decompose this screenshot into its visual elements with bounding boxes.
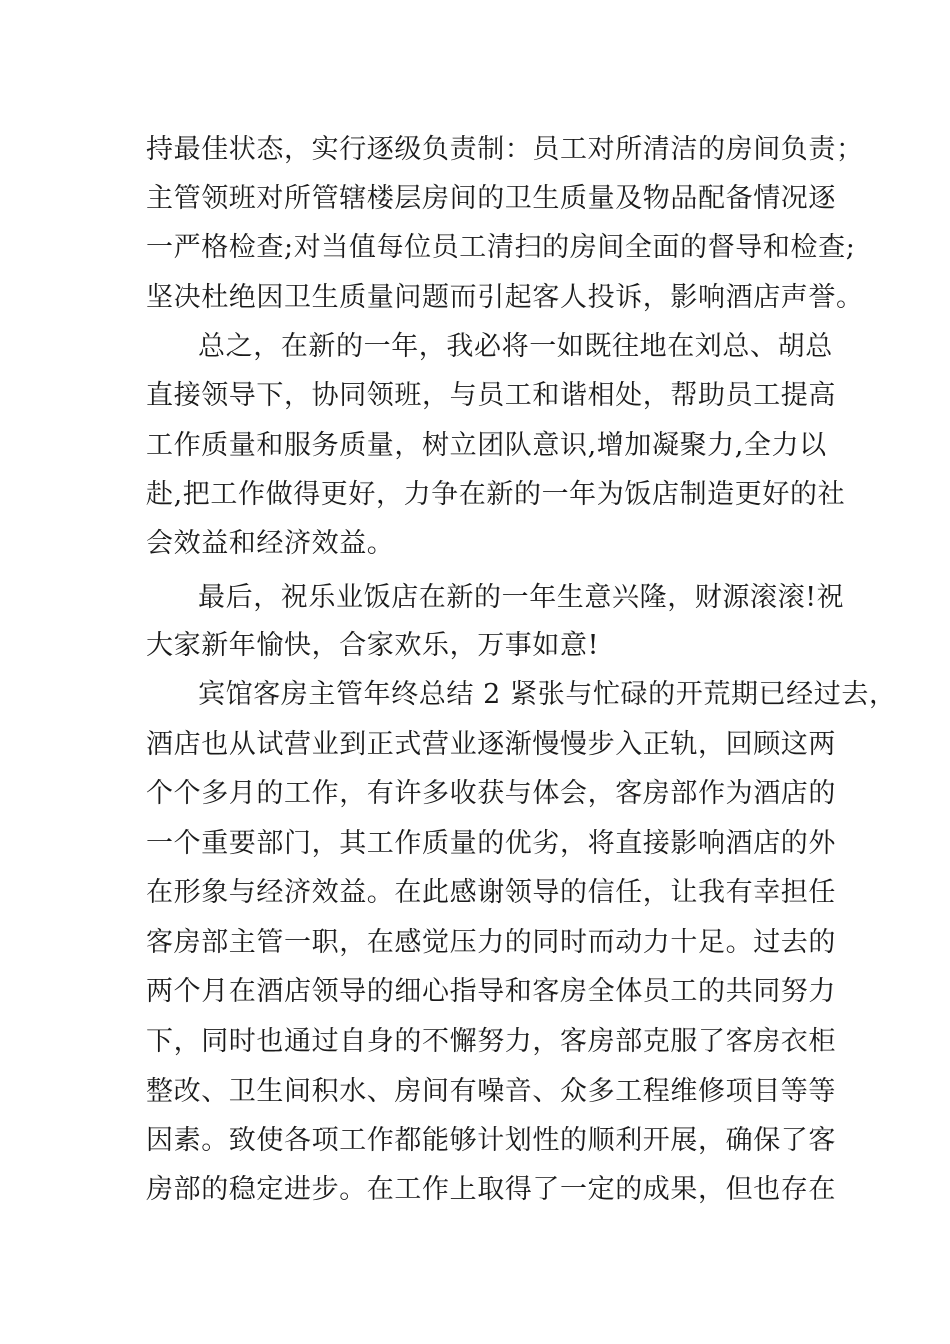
paragraph-start-line: 总之，在新的一年，我必将一如既往地在刘总、胡总: [198, 331, 833, 362]
text-line: 下，同时也通过自身的不懈努力，客房部克服了客房衣柜: [146, 1026, 836, 1057]
text-line: 因素。致使各项工作都能够计划性的顺利开展，确保了客: [146, 1125, 836, 1156]
text-line: 两个月在酒店领导的细心指导和客房全体员工的共同努力: [146, 976, 836, 1007]
text-line: 持最佳状态，实行逐级负责制：员工对所清洁的房间负责；: [146, 134, 864, 165]
text-line: 直接领导下，协同领班，与员工和谐相处，帮助员工提高: [146, 380, 836, 411]
text-line: 在形象与经济效益。在此感谢领导的信任，让我有幸担任: [146, 877, 836, 908]
paragraph-start-line: 宾馆客房主管年终总结 2 紧张与忙碌的开荒期已经过去，: [198, 679, 897, 710]
text-line: 赴,把工作做得更好，力争在新的一年为饭店制造更好的社: [146, 479, 846, 510]
text-line: 一严格检查;对当值每位员工清扫的房间全面的督导和检查;: [146, 232, 856, 263]
text-line: 酒店也从试营业到正式营业逐渐慢慢步入正轨，回顾这两: [146, 729, 836, 760]
text-line: 房部的稳定进步。在工作上取得了一定的成果，但也存在: [146, 1174, 836, 1205]
text-line: 工作质量和服务质量，树立团队意识,增加凝聚力,全力以: [146, 430, 827, 461]
text-line: 会效益和经济效益。: [146, 528, 395, 559]
text-line: 客房部主管一职，在感觉压力的同时而动力十足。过去的: [146, 927, 836, 958]
text-line: 大家新年愉快，合家欢乐，万事如意!: [146, 630, 600, 661]
text-line: 个个多月的工作，有许多收获与体会，客房部作为酒店的: [146, 778, 836, 809]
text-line: 一个重要部门，其工作质量的优劣，将直接影响酒店的外: [146, 828, 836, 859]
paragraph-start-line: 最后，祝乐业饭店在新的一年生意兴隆，财源滚滚!祝: [198, 582, 845, 613]
text-line: 坚决杜绝因卫生质量问题而引起客人投诉，影响酒店声誉。: [146, 282, 864, 313]
text-line: 主管领班对所管辖楼层房间的卫生质量及物品配备情况逐: [146, 183, 836, 214]
text-line: 整改、卫生间积水、房间有噪音、众多工程维修项目等等: [146, 1076, 836, 1107]
